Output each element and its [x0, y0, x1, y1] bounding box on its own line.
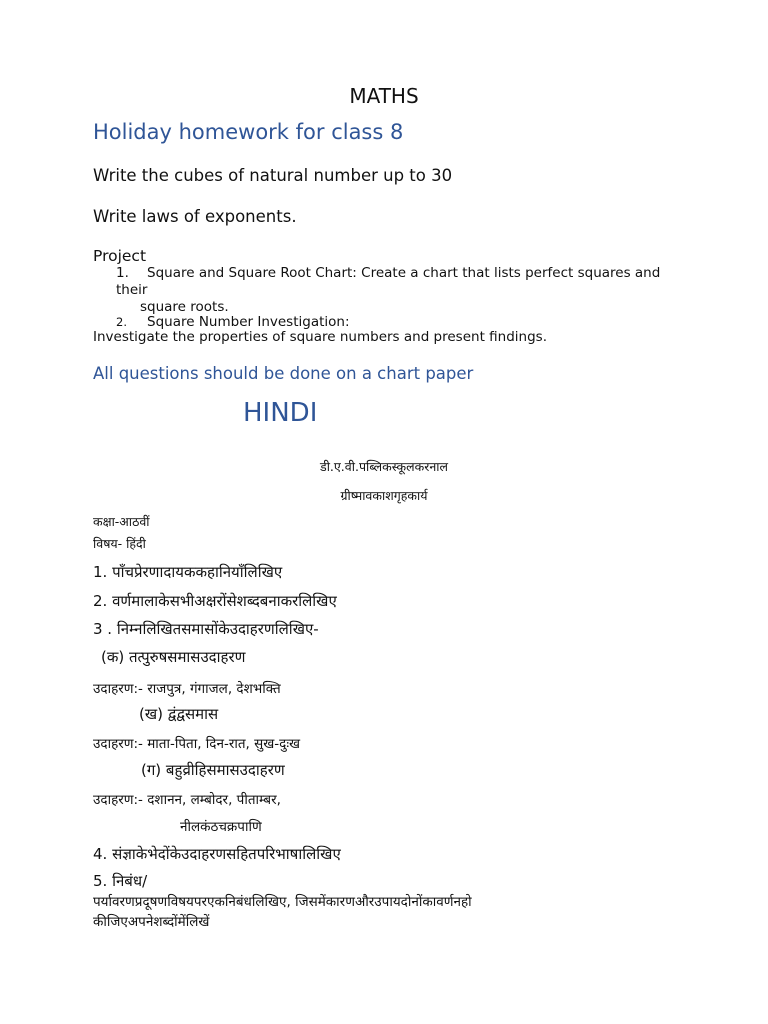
samas-c-example: उदाहरण:- दशानन, लम्बोदर, पीताम्बर,	[93, 792, 281, 808]
project-label: Project	[93, 247, 147, 265]
hindi-question-4: 4. संज्ञाकेभेदोंकेउदाहरणसहितपरिभाषालिखिए	[93, 845, 341, 863]
hindi-homework-title: ग्रीष्मावकाशगृहकार्य	[340, 488, 428, 503]
hindi-question-5-text-continuation: कीजिएअपनेशब्दोंमेंलिखें	[93, 914, 210, 930]
project-item-2	[116, 314, 350, 330]
project-item-2-text: Square Number Investigation:	[147, 314, 350, 330]
maths-heading: MATHS	[349, 84, 419, 108]
hindi-question-2: 2. वर्णमालाकेसभीअक्षरोंसेशब्दबनाकरलिखिए	[93, 592, 337, 610]
samas-a-example: उदाहरण:- राजपुत्र, गंगाजल, देशभक्ति	[93, 681, 281, 697]
hindi-question-1: 1. पाँचप्रेरणादायककहानियाँलिखिए	[93, 563, 283, 581]
hindi-heading: HINDI	[243, 398, 318, 428]
hindi-question-3: 3 . निम्नलिखितसमासोंकेउदाहरणलिखिए-	[93, 620, 319, 638]
hindi-question-5: 5. निबंध/	[93, 872, 148, 890]
project-item-2-description: Investigate the properties of square numbers and present findings.	[93, 329, 547, 345]
project-item-2-number: 2.	[116, 315, 127, 329]
subject-line: विषय- हिंदी	[93, 536, 146, 551]
samas-c-example-continuation: नीलकंठचक्रपाणि	[180, 819, 262, 835]
project-item-1-number: 1.	[116, 265, 129, 281]
project-item-1-continuation: their	[116, 282, 148, 298]
maths-question-1: Write the cubes of natural number up to 30	[93, 166, 453, 185]
project-item-1	[116, 265, 660, 281]
school-name: डी.ए.वी.पब्लिकस्कूलकरनाल	[320, 459, 448, 474]
homework-title: Holiday homework for class 8	[93, 120, 404, 144]
samas-c-label: (ग) बहुव्रीहिसमासउदाहरण	[141, 761, 285, 779]
samas-b-example: उदाहरण:- माता-पिता, दिन-रात, सुख-दुःख	[93, 736, 301, 752]
hindi-question-5-text: पर्यावरणप्रदूषणविषयपरएकनिबंधलिखिए, जिसमेंकारणऔरउपायदोनोंकावर्णनहो	[93, 894, 472, 910]
project-item-1-text: Square and Square Root Chart: Create a chart that lists perfect squares and	[147, 265, 661, 281]
chart-paper-note: All questions should be done on a chart paper	[93, 364, 474, 383]
project-item-1-continuation-2: square roots.	[140, 299, 229, 315]
samas-b-label: (ख) द्वंद्वसमास	[139, 705, 219, 723]
maths-question-2: Write laws of exponents.	[93, 207, 297, 226]
class-line: कक्षा-आठवीं	[93, 514, 150, 529]
samas-a-label: (क) तत्पुरुषसमासउदाहरण	[101, 648, 246, 666]
